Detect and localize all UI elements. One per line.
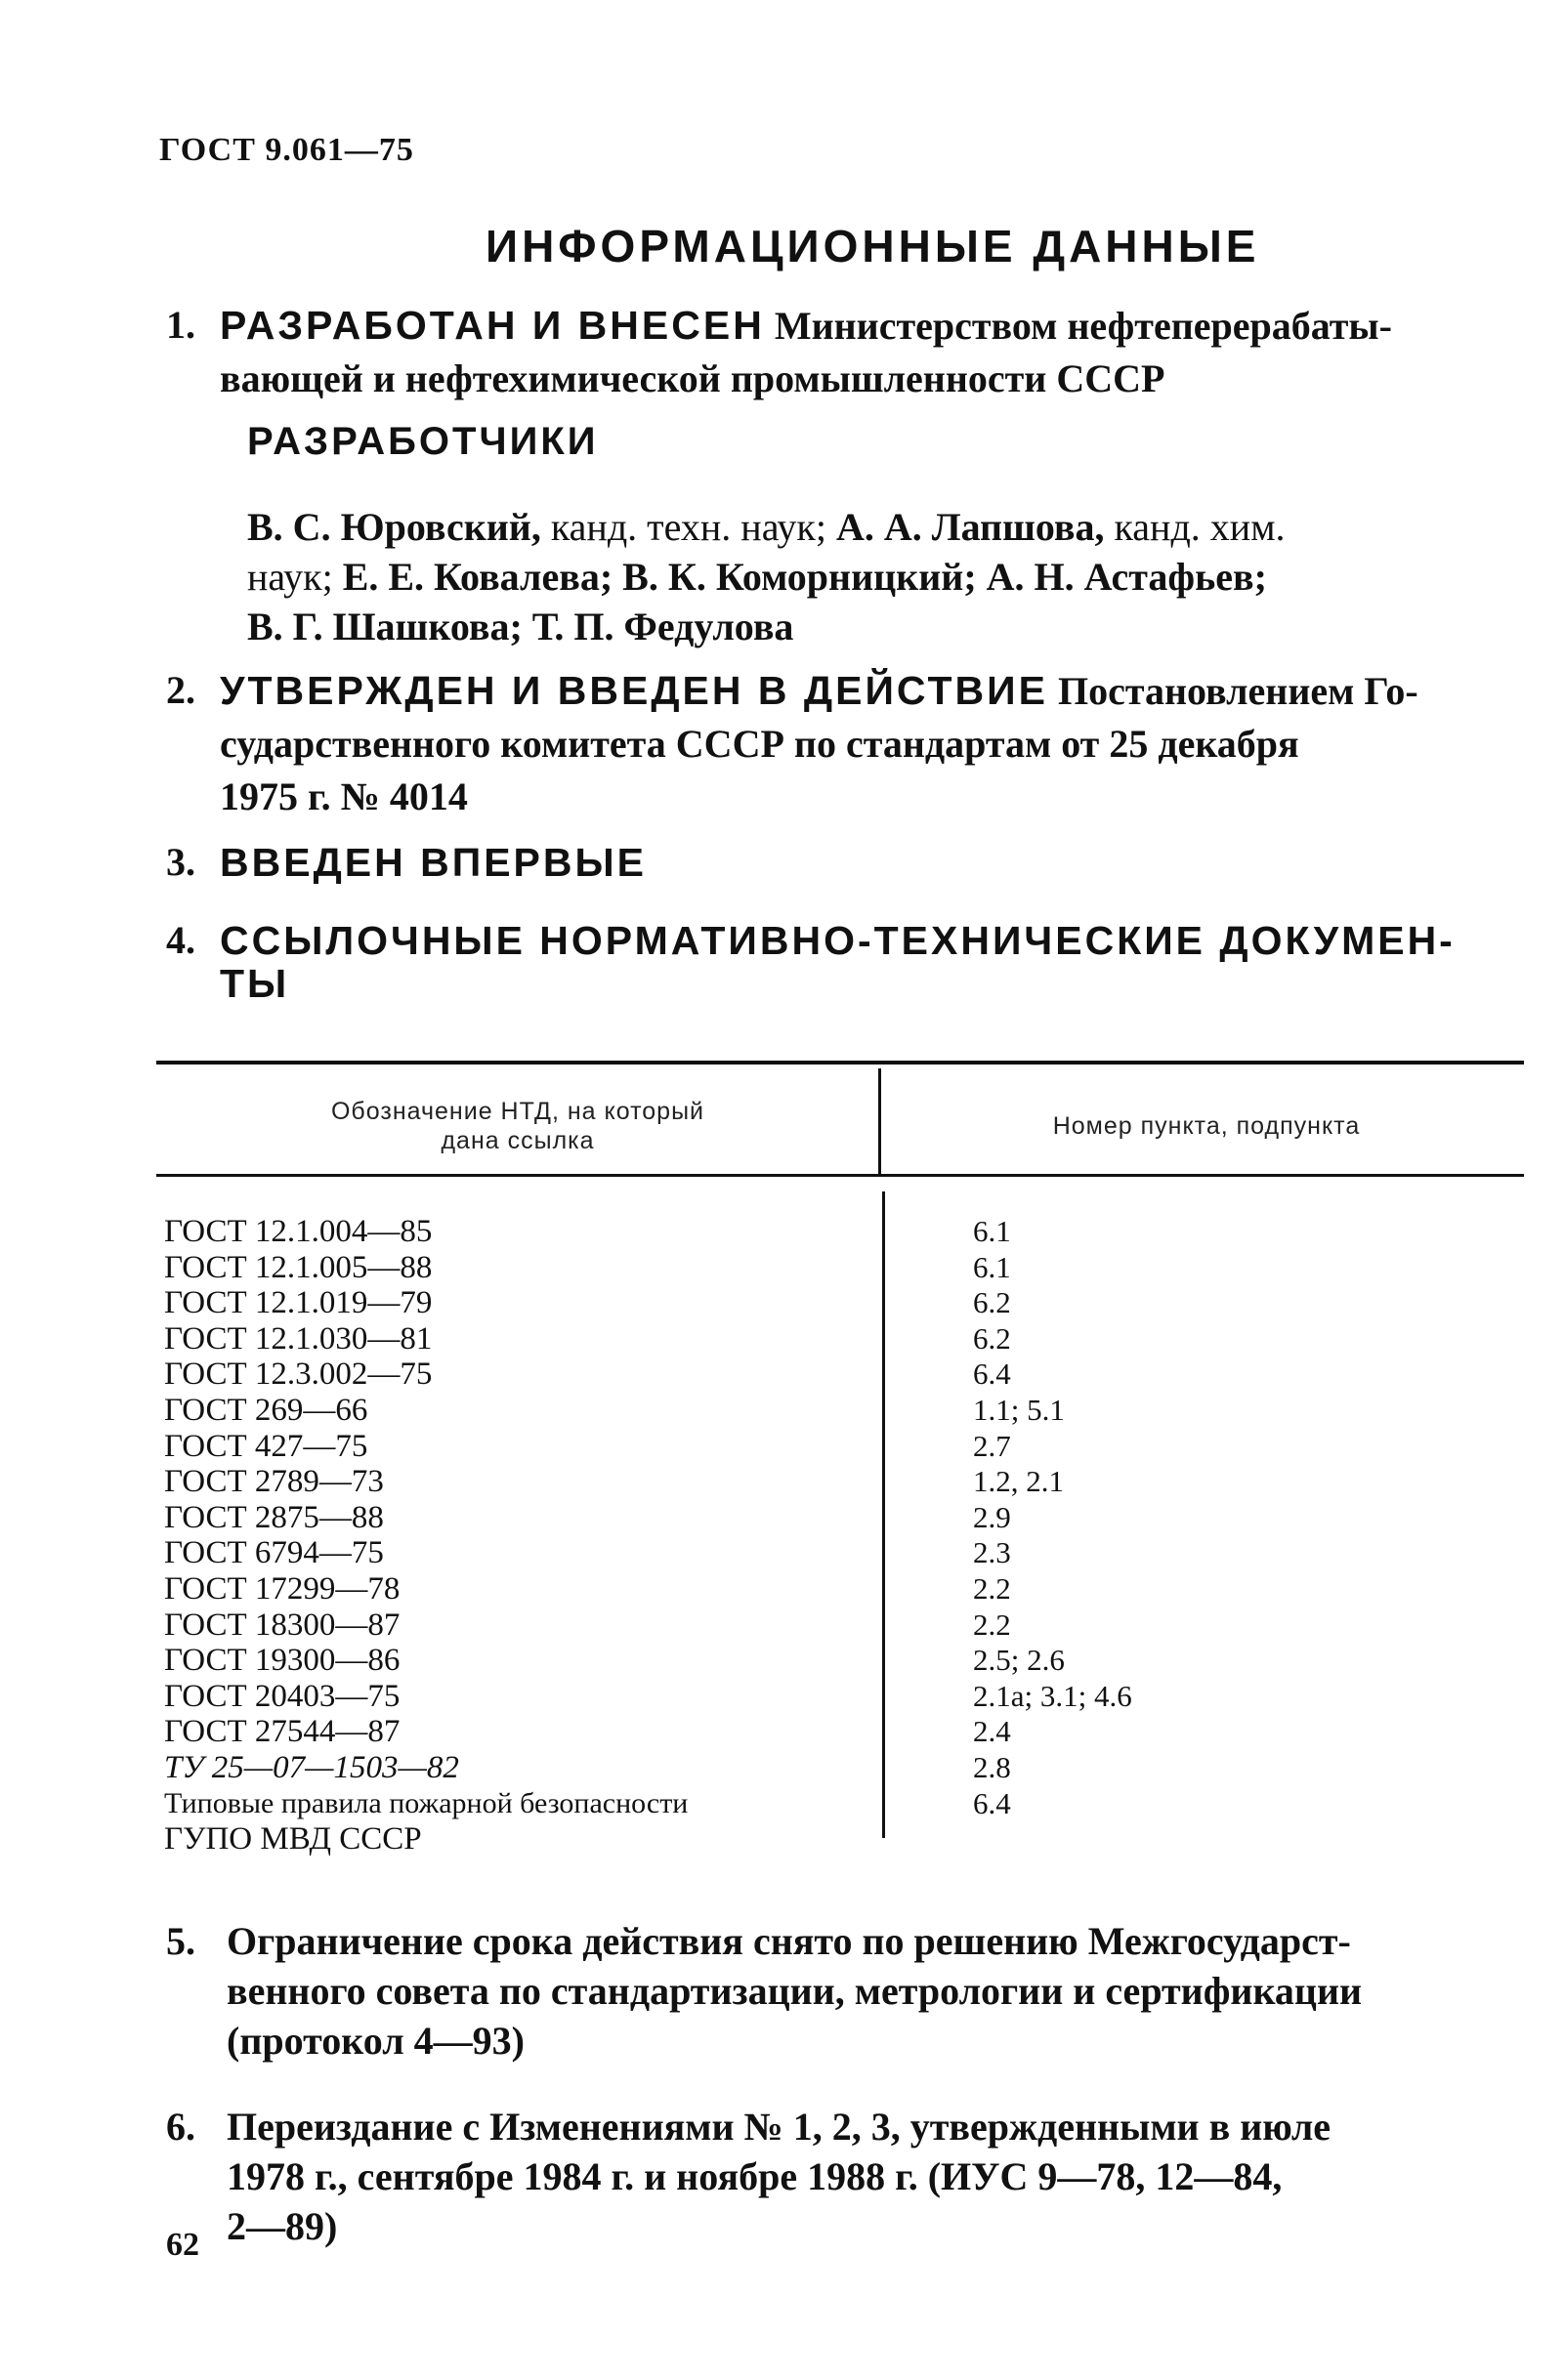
table-cell-item: 2.5; 2.6 <box>973 1643 1065 1678</box>
section-4-line1: ССЫЛОЧНЫЕ НОРМАТИВНО-ТЕХНИЧЕСКИЕ ДОКУМЕН- <box>220 918 1456 963</box>
table-cell-doc: ГОСТ 27544—87 <box>164 1714 401 1750</box>
section-3-caps: ВВЕДЕН ВПЕРВЫЕ <box>220 840 647 885</box>
table-cell-doc: ГОСТ 12.1.030—81 <box>164 1320 433 1357</box>
table-cell-item: 2.2 <box>973 1570 1011 1606</box>
table-cell-item: 2.9 <box>973 1499 1011 1534</box>
table-cell-item <box>973 1821 1132 1858</box>
section-2-line2: сударственного комитета СССР по стандартам от 25 декабря <box>220 722 1299 766</box>
table-cell-doc: ГОСТ 269—66 <box>164 1392 368 1428</box>
table-cell-doc: ГОСТ 12.1.004—85 <box>164 1214 433 1249</box>
section-4 <box>166 914 1534 1010</box>
table-cell-doc: ГОСТ 427—75 <box>164 1428 368 1464</box>
author-1-degree: канд. техн. наук; <box>540 505 836 549</box>
section-2-caps: УТВЕРЖДЕН И ВВЕДЕН В ДЕЙСТВИЕ <box>220 668 1048 713</box>
authors-line-2: Е. Е. Ковалева; В. К. Коморницкий; А. Н. Астафьев; <box>342 555 1267 599</box>
table-item-column <box>973 1214 1132 1858</box>
table-header-divider <box>878 1068 881 1174</box>
authors-line-3: В. Г. Шашкова; Т. П. Федулова <box>247 605 794 648</box>
table-cell-doc: ГОСТ 18300—87 <box>164 1607 401 1643</box>
section-2-line1: Постановлением Го- <box>1057 669 1418 713</box>
table-cell-doc: ГОСТ 2875—88 <box>164 1499 384 1535</box>
section-6 <box>166 2102 1534 2251</box>
col1-header-line1: Обозначение НТД, на который <box>330 1098 705 1125</box>
table-cell-item: 2.2 <box>973 1607 1011 1642</box>
section-2-line3: 1975 г. № 4014 <box>220 774 468 818</box>
table-cell-doc: ГОСТ 19300—86 <box>164 1643 401 1679</box>
table-cell-item: 6.2 <box>973 1285 1011 1320</box>
table-cell-item: 2.3 <box>973 1535 1011 1570</box>
section-3-number: 3. <box>166 840 195 884</box>
author-2-degree-cont: наук; <box>247 555 343 599</box>
table-cell-doc: ГОСТ 17299—78 <box>164 1570 401 1607</box>
table-cell-item: 6.4 <box>973 1357 1011 1392</box>
table-cell-item: 2.4 <box>973 1714 1011 1749</box>
table-cell-item: 2.8 <box>973 1749 1011 1784</box>
section-3 <box>166 836 1534 890</box>
table-doc-column <box>164 1214 688 1858</box>
section-4-number: 4. <box>166 918 195 962</box>
table-cell-item: 2.7 <box>973 1428 1011 1463</box>
table-cell-doc: Типовые правила пожарной безопасности <box>164 1786 689 1819</box>
authors-list <box>247 502 1517 651</box>
developers-heading: РАЗРАБОТЧИКИ <box>247 420 599 463</box>
table-cell-item: 2.1а; 3.1; 4.6 <box>973 1678 1132 1713</box>
table-cell-doc: ГУПО МВД СССР <box>164 1821 422 1858</box>
table-cell-item: 1.1; 5.1 <box>973 1392 1065 1427</box>
document-code: ГОСТ 9.061—75 <box>159 132 414 168</box>
section-5-line1: Ограничение срока действия снято по решению Межгосударст- <box>227 1919 1351 1963</box>
section-6-number: 6. <box>166 2105 195 2149</box>
author-2: А. А. Лапшова, <box>835 505 1105 549</box>
section-4-line2: ТЫ <box>220 961 290 1006</box>
section-6-line2: 1978 г., сентябре 1984 г. и ноябре 1988 г. (ИУС 9—78, 12—84, <box>227 2154 1283 2198</box>
section-1-number: 1. <box>166 303 195 347</box>
table-cell-item: 1.2, 2.1 <box>973 1464 1064 1499</box>
author-1: В. С. Юровский, <box>247 505 541 549</box>
table-body-divider <box>882 1191 885 1838</box>
table-header-rule <box>156 1174 1524 1177</box>
table-cell-doc: ГОСТ 12.3.002—75 <box>164 1357 433 1393</box>
table-cell-doc: ГОСТ 12.1.005—88 <box>164 1249 433 1285</box>
section-2-number: 2. <box>166 668 195 712</box>
table-header-col1 <box>166 1097 869 1155</box>
section-2 <box>166 664 1534 823</box>
section-1-caps: РАЗРАБОТАН И ВНЕСЕН <box>220 303 765 348</box>
table-cell-item: 6.2 <box>973 1320 1011 1356</box>
section-1-line2: вающей и нефтехимической промышленности СССР <box>220 356 1165 400</box>
table-cell-item: 6.1 <box>973 1214 1011 1248</box>
section-5 <box>166 1916 1534 2066</box>
section-6-line3: 2—89) <box>227 2204 338 2248</box>
table-cell-doc: ГОСТ 20403—75 <box>164 1678 401 1714</box>
author-2-degree: канд. хим. <box>1104 505 1286 549</box>
page-number: 62 <box>166 2227 199 2263</box>
section-5-line2: венного совета по стандартизации, метрологии и сертификации <box>227 1969 1363 2013</box>
table-cell-doc: ГОСТ 6794—75 <box>164 1535 384 1571</box>
section-5-line3: (протокол 4—93) <box>227 2019 525 2063</box>
section-1-line1: Министерством нефтеперерабаты- <box>774 304 1392 348</box>
table-header-col2: Номер пункта, подпункта <box>1052 1112 1361 1140</box>
table-top-rule <box>156 1061 1524 1065</box>
page-title: ИНФОРМАЦИОННЫЕ ДАННЫЕ <box>486 221 1260 271</box>
table-cell-doc: ТУ 25—07—1503—82 <box>164 1749 459 1785</box>
table-cell-item: 6.1 <box>973 1249 1011 1284</box>
table-cell-doc: ГОСТ 2789—73 <box>164 1464 384 1500</box>
table-cell-item: 6.4 <box>973 1785 1011 1820</box>
section-6-line1: Переиздание с Изменениями № 1, 2, 3, утвержденными в июле <box>227 2105 1332 2149</box>
col1-header-line2: дана ссылка <box>441 1127 595 1154</box>
section-1 <box>166 299 1534 405</box>
section-5-number: 5. <box>166 1919 195 1963</box>
table-cell-doc: ГОСТ 12.1.019—79 <box>164 1285 433 1321</box>
